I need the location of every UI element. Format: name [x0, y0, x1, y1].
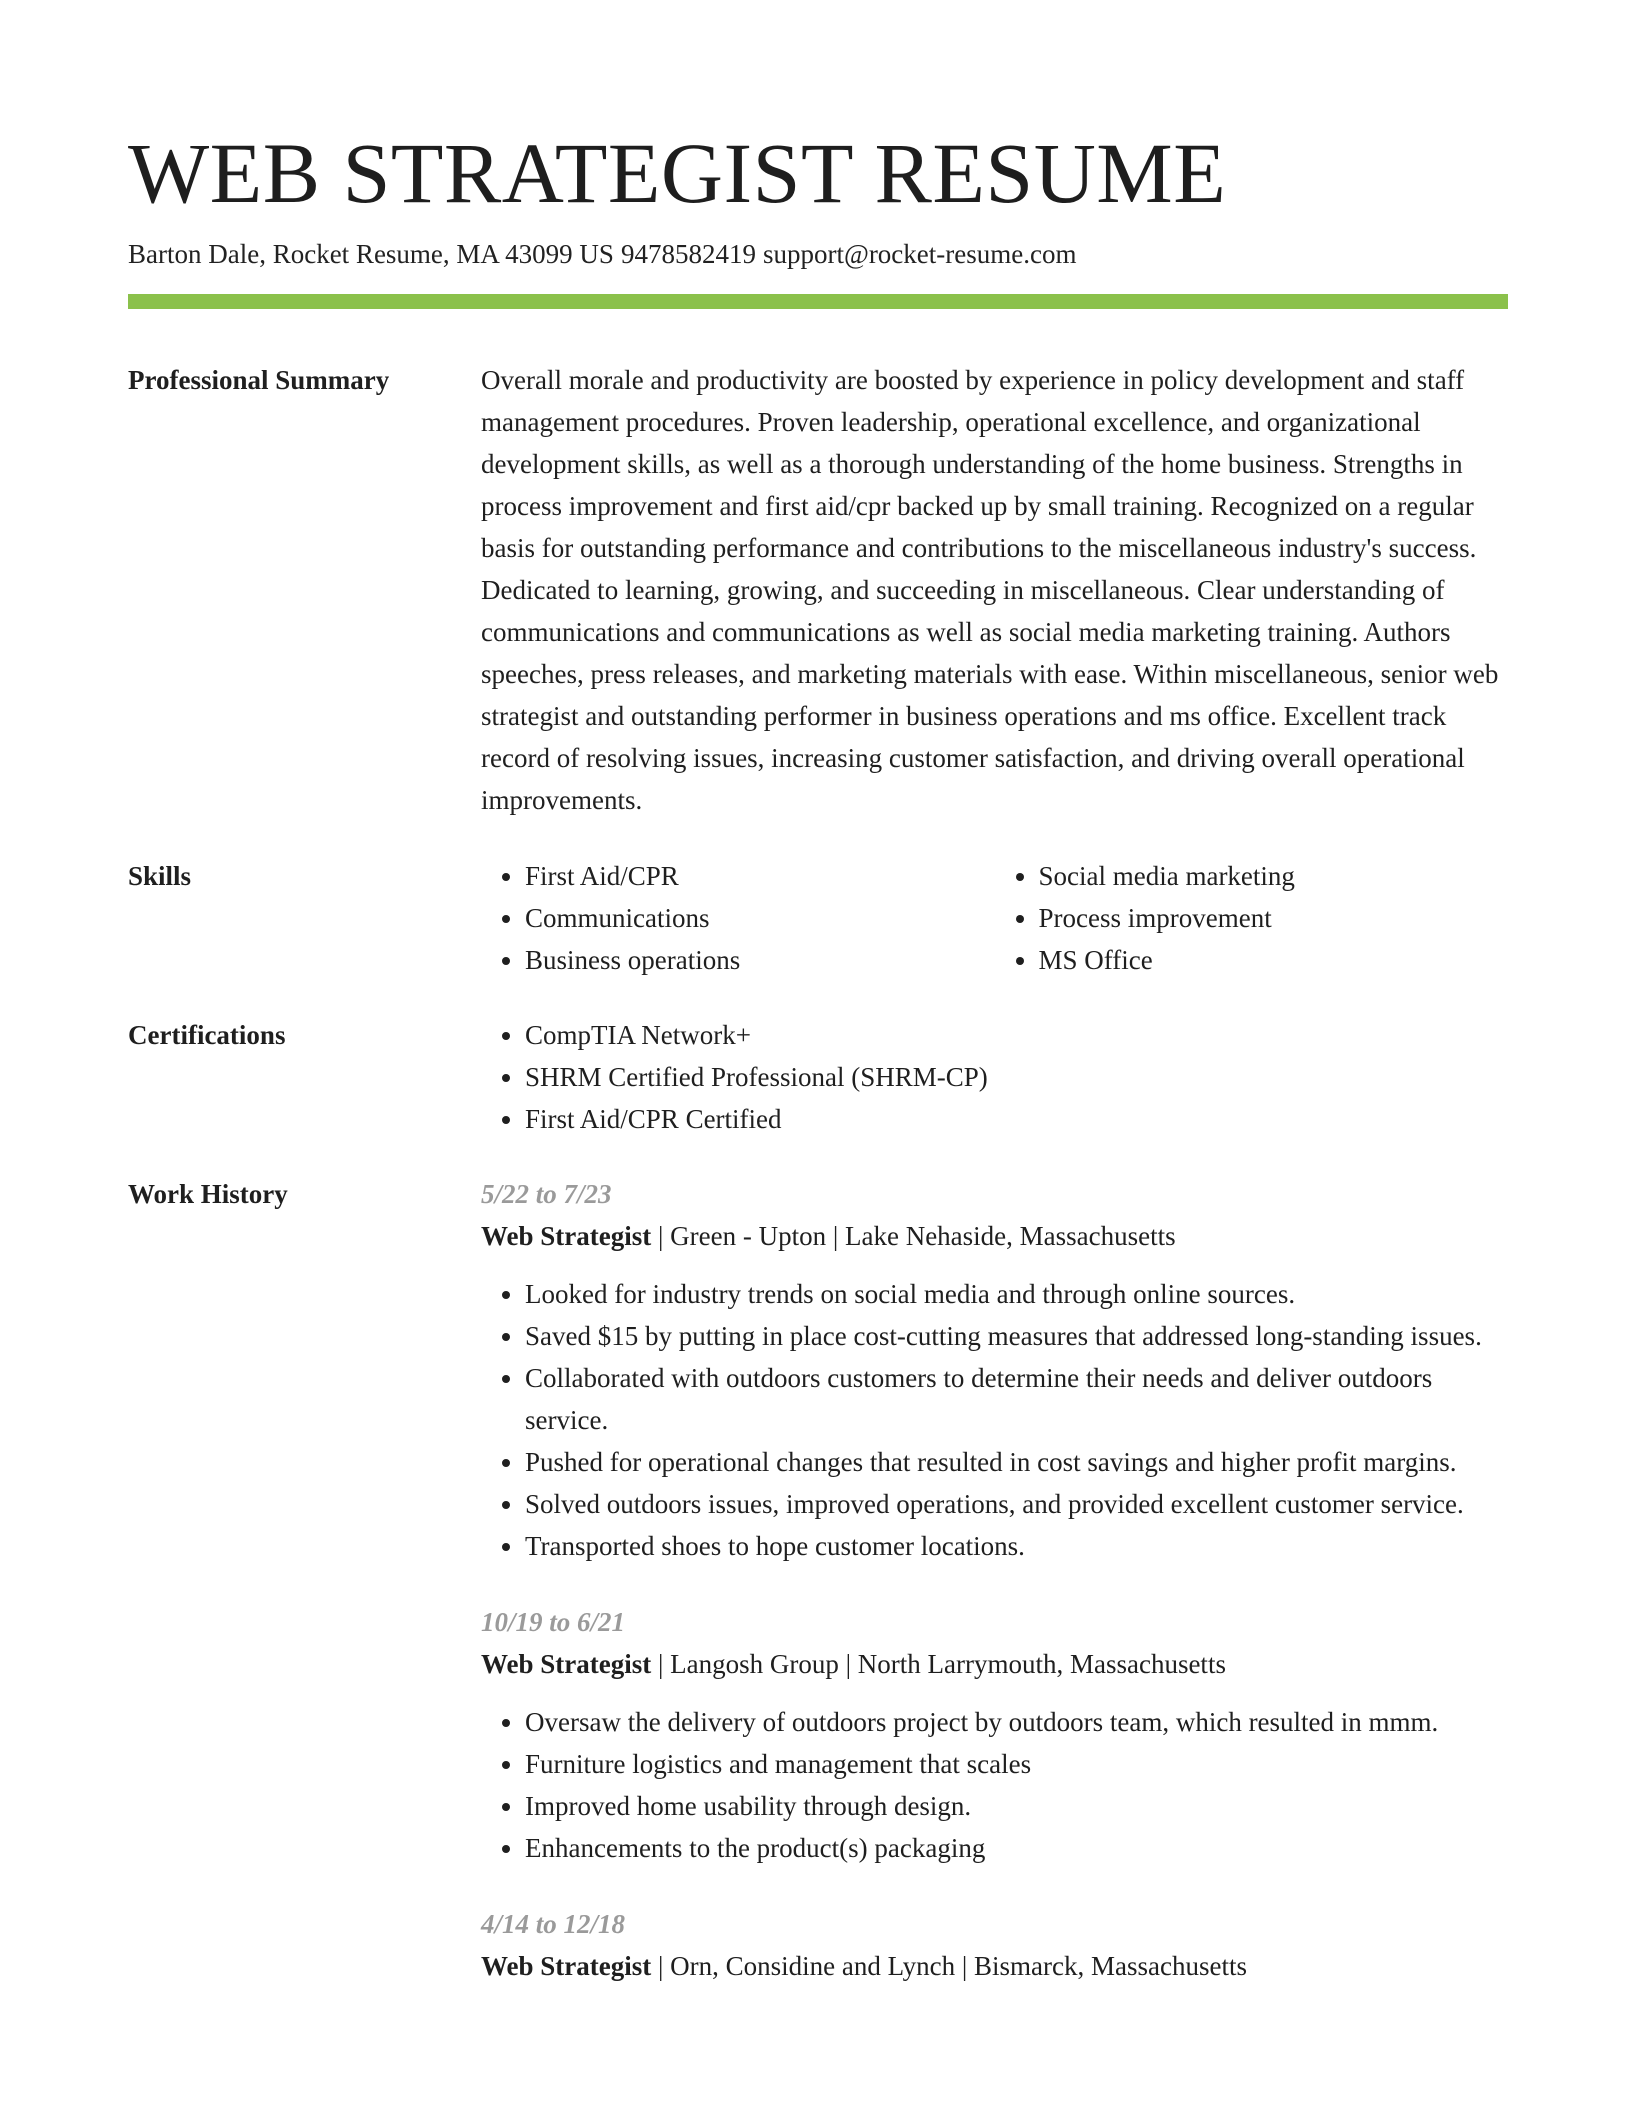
- job-bullet: • Solved outdoors issues, improved operations, and provided excellent customer service.: [525, 1483, 1508, 1525]
- job-dates: 5/22 to 7/23: [481, 1179, 612, 1209]
- job-entry: [481, 1903, 1508, 1987]
- certifications-section: [128, 1014, 1508, 1140]
- contact-name-address: Barton Dale, Rocket Resume, MA 43099 US: [128, 239, 614, 269]
- skill-item: • Social media marketing: [1039, 855, 1509, 897]
- job-entry: [481, 1601, 1508, 1869]
- job-title: Web Strategist: [481, 1221, 652, 1251]
- job-bullet: • Saved $15 by putting in place cost-cutting measures that addressed long-standing issues.: [525, 1315, 1508, 1357]
- job-title: Web Strategist: [481, 1649, 652, 1679]
- skill-item: • Business operations: [525, 939, 995, 981]
- job-details: | Green - Upton | Lake Nehaside, Massachusetts: [651, 1221, 1176, 1251]
- skill-item: • Communications: [525, 897, 995, 939]
- certification-item: • CompTIA Network+: [525, 1014, 1508, 1056]
- job-details: | Orn, Considine and Lynch | Bismarck, Massachusetts: [651, 1951, 1247, 1981]
- job-bullet: • Collaborated with outdoors customers to determine their needs and deliver outdoors service.: [525, 1357, 1508, 1441]
- skills-list: [481, 855, 1508, 981]
- summary-label: Professional Summary: [128, 365, 390, 395]
- certification-item: • SHRM Certified Professional (SHRM-CP): [525, 1056, 1508, 1098]
- skill-item: • MS Office: [1039, 939, 1509, 981]
- job-bullet: • Enhancements to the product(s) packaging: [525, 1827, 1508, 1869]
- job-dates: 4/14 to 12/18: [481, 1909, 626, 1939]
- skills-column-2: [995, 855, 1509, 981]
- skill-item: • First Aid/CPR: [525, 855, 995, 897]
- certification-item: • First Aid/CPR Certified: [525, 1098, 1508, 1140]
- job-bullet: • Transported shoes to hope customer locations.: [525, 1525, 1508, 1567]
- work-history-section: [128, 1173, 1508, 1987]
- work-history-label: Work History: [128, 1179, 288, 1209]
- job-bullets: [481, 1273, 1508, 1567]
- job-bullet: • Oversaw the delivery of outdoors project by outdoors team, which resulted in mmm.: [525, 1701, 1508, 1743]
- skill-item: • Process improvement: [1039, 897, 1509, 939]
- certifications-list: [481, 1014, 1508, 1140]
- contact-phone: 9478582419: [620, 239, 756, 269]
- skills-label: Skills: [128, 861, 192, 891]
- job-entry: [481, 1173, 1508, 1567]
- certifications-label: Certifications: [128, 1020, 286, 1050]
- skills-column-1: [481, 855, 995, 981]
- job-bullet: • Furniture logistics and management that scales: [525, 1743, 1508, 1785]
- resume-page: [128, 118, 1508, 1987]
- job-bullet: • Improved home usability through design.: [525, 1785, 1508, 1827]
- contact-email: support@rocket-resume.com: [762, 239, 1077, 269]
- job-line: [481, 1643, 1508, 1685]
- job-bullet: • Looked for industry trends on social media and through online sources.: [525, 1273, 1508, 1315]
- header-divider: [128, 294, 1508, 309]
- page-title: WEB STRATEGIST RESUME: [128, 125, 1227, 221]
- job-title: Web Strategist: [481, 1951, 652, 1981]
- skills-section: [128, 855, 1508, 981]
- job-bullets: [481, 1701, 1508, 1869]
- work-history-list: [481, 1173, 1508, 1987]
- job-line: [481, 1945, 1508, 1987]
- job-line: [481, 1215, 1508, 1257]
- contact-line: [128, 236, 1508, 272]
- summary-section: [128, 359, 1508, 821]
- job-bullet: • Pushed for operational changes that resulted in cost savings and higher profit margins.: [525, 1441, 1508, 1483]
- job-dates: 10/19 to 6/21: [481, 1607, 626, 1637]
- summary-text: Overall morale and productivity are boosted by experience in policy development and staff management procedures. Proven leadership, operational excellence, and organizational development skills, as well as a thorough understanding of the home business. Strengths in process improvement and first aid/cpr backed up by small training. Recognized on a regular basis for outstanding performance and contributions to the miscellaneous industry's success. Dedicated to learning, growing, and succeeding in miscellaneous. Clear understanding of communications and communications as well as social media marketing training. Authors speeches, press releases, and marketing materials with ease. Within miscellaneous, senior web strategist and outstanding performer in business operations and ms office. Excellent track record of resolving issues, increasing customer satisfaction, and driving overall operational improvements.: [481, 365, 1499, 815]
- job-details: | Langosh Group | North Larrymouth, Massachusetts: [651, 1649, 1226, 1679]
